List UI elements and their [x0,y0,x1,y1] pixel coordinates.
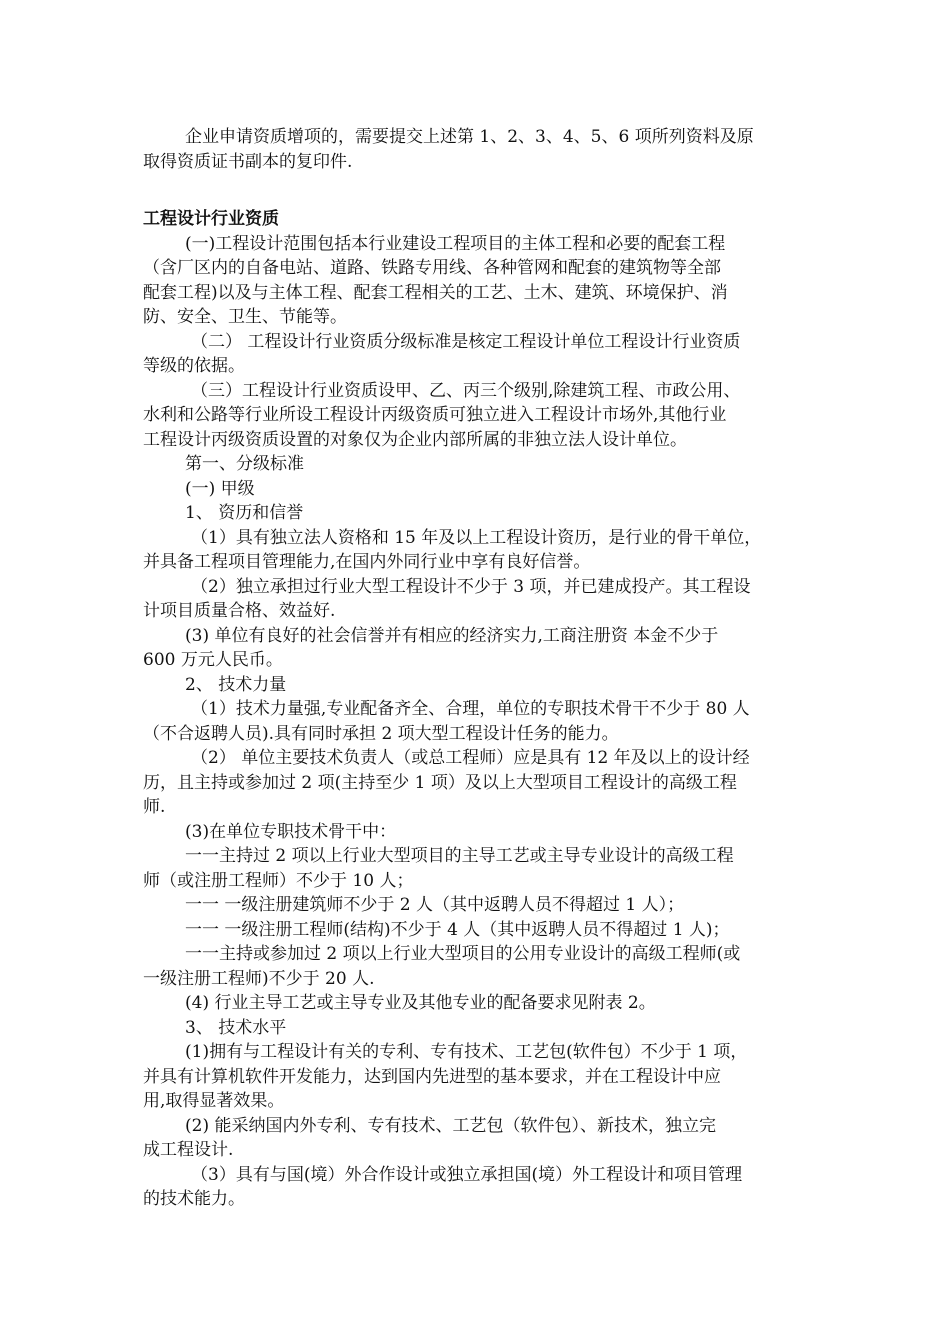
body-line: 3、 技术水平 [185,1017,287,1038]
body-line: 一级注册工程师)不少于 20 人. [143,968,375,989]
body-line: 一一 一级注册建筑师不少于 2 人（其中返聘人员不得超过 1 人）； [185,895,685,915]
body-line: （三）工程设计行业资质设甲、乙、丙三个级别,除建筑工程、市政公用、 [191,380,741,401]
body-line: (一) 甲级 [185,478,255,499]
body-line: 配套工程)以及与主体工程、配套工程相关的工艺、土木、建筑、环境保护、消 [143,282,728,303]
body-line: 历，且主持或参加过 2 项(主持至少 1 项）及以上大型项目工程设计的高级工程 [143,772,737,793]
body-line: 并具有计算机软件开发能力，达到国内先进型的基本要求，并在工程设计中应 [143,1066,721,1087]
body-line: 工程设计丙级资质设置的对象仅为企业内部所属的非独立法人设计单位。 [143,429,687,450]
body-line: 水利和公路等行业所设工程设计丙级资质可独立进入工程设计市场外,其他行业 [143,405,727,425]
body-line: 师. [143,797,166,817]
body-line: （3）具有与国(境）外合作设计或独立承担国(境）外工程设计和项目管理 [191,1164,743,1185]
body-line: (一)工程设计范围包括本行业建设工程项目的主体工程和必要的配套工程 [185,233,726,254]
body-line: (1)拥有与工程设计有关的专利、专有技术、工艺包(软件包）不少于 1 项， [185,1042,748,1062]
body-line: (2) 能采纳国内外专利、专有技术、工艺包（软件包）、新技术，独立完 [185,1115,716,1136]
body-line: 一一 一级注册工程师(结构)不少于 4 人（其中返聘人员不得超过 1 人)； [185,919,730,940]
body-line: 1、 资历和信誉 [185,503,304,523]
body-line: 用,取得显著效果。 [143,1091,285,1111]
body-line: （含厂区内的自备电站、道路、铁路专用线、各种管网和配套的建筑物等全部 [143,258,721,278]
body-line: （不合返聘人员).具有同时承担 2 项大型工程设计任务的能力。 [143,723,619,744]
body-line: 的技术能力。 [143,1189,245,1209]
body-line: (3)在单位专职技术骨干中： [185,821,397,842]
body-line: （2）独立承担过行业大型工程设计不少于 3 项，并已建成投产。其工程设 [191,576,751,597]
body-line: (3) 单位有良好的社会信誉并有相应的经济实力,工商注册资 本金不少于 [185,625,719,646]
body-line: 第一、分级标准 [185,454,304,474]
body-line: 600 万元人民币。 [143,650,283,670]
body-line: （1）技术力量强,专业配备齐全、合理，单位的专职技术骨干不少于 80 人 [191,699,750,719]
body-line: 成工程设计. [143,1140,234,1160]
body-line: 一一主持或参加过 2 项以上行业大型项目的公用专业设计的高级工程师(或 [185,944,741,964]
body-line: 等级的依据。 [143,356,245,376]
intro-line-2: 取得资质证书副本的复印件. [143,151,353,172]
section-title: 工程设计行业资质 [143,209,279,229]
document-body [143,125,813,1212]
body-line: （二） 工程设计行业资质分级标准是核定工程设计单位工程设计行业资质 [191,331,741,352]
body-line: (4) 行业主导工艺或主导专业及其他专业的配备要求见附表 2。 [185,993,656,1013]
body-line: 师（或注册工程师）不少于 10 人； [143,870,414,891]
intro-line-1: 企业申请资质增项的，需要提交上述第 1、2、3、4、5、6 项所列资料及原 [185,127,754,147]
body-line: （2） 单位主要技术负责人（或总工程师）应是具有 12 年及以上的设计经 [191,748,750,768]
body-line: 一一主持过 2 项以上行业大型项目的主导工艺或主导专业设计的高级工程 [185,846,734,866]
body-line: 2、 技术力量 [185,674,287,695]
body-line: 计项目质量合格、效益好. [143,601,336,621]
body-line: 并具备工程项目管理能力,在国内外同行业中享有良好信誉。 [143,552,591,572]
body-line: 防、安全、卫生、节能等。 [143,307,347,327]
body-line: （1）具有独立法人资格和 15 年及以上工程设计资历，是行业的骨干单位， [191,527,762,548]
